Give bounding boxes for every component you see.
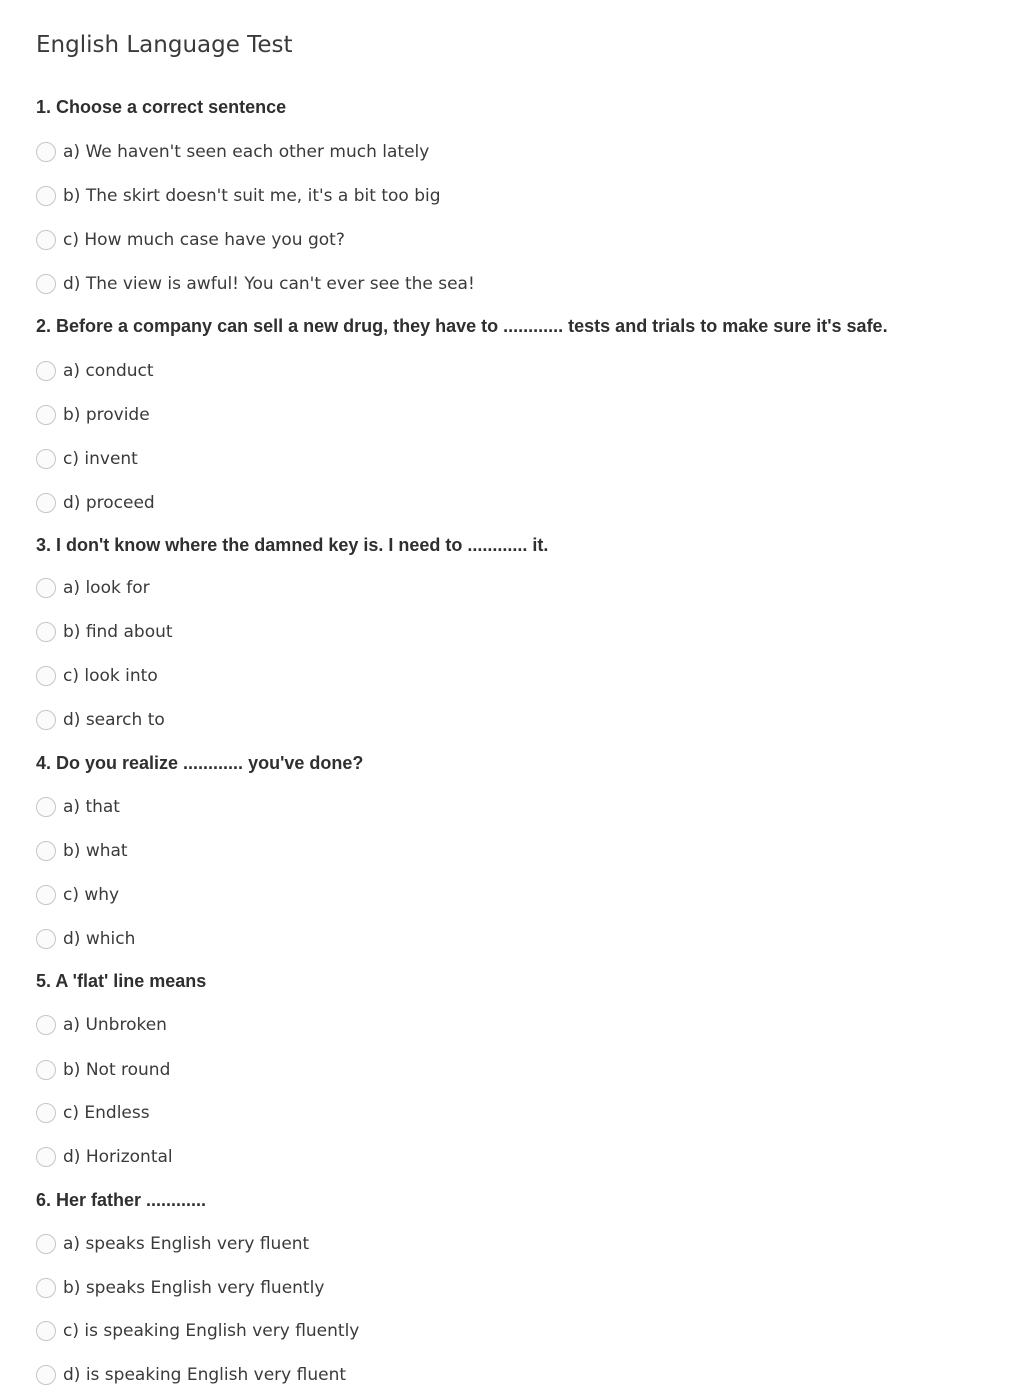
radio-button[interactable] — [36, 1278, 56, 1298]
page-title: English Language Test — [36, 32, 293, 58]
radio-button[interactable] — [36, 361, 56, 381]
radio-button[interactable] — [36, 797, 56, 817]
answer-option[interactable] — [36, 1231, 309, 1257]
radio-button[interactable] — [36, 1060, 56, 1080]
answer-option[interactable] — [36, 490, 155, 516]
answer-option[interactable] — [36, 1275, 324, 1301]
answer-option[interactable] — [36, 575, 150, 601]
answer-option[interactable] — [36, 402, 150, 428]
option-label: a) speaks English very fluent — [63, 1234, 310, 1254]
radio-button[interactable] — [36, 405, 56, 425]
answer-option[interactable] — [36, 926, 135, 952]
radio-button[interactable] — [36, 1321, 56, 1341]
option-label: c) why — [63, 885, 120, 905]
option-label: b) speaks English very fluently — [63, 1278, 325, 1298]
option-label: b) find about — [63, 622, 173, 642]
option-label: d) search to — [63, 710, 165, 730]
question-text: 4. Do you realize ............ you've done? — [36, 753, 364, 773]
option-label: d) proceed — [63, 493, 155, 513]
answer-option[interactable] — [36, 183, 441, 209]
option-label: b) The skirt doesn't suit me, it's a bit too big — [63, 186, 441, 206]
answer-option[interactable] — [36, 139, 429, 165]
option-label: c) is speaking English very fluently — [63, 1321, 360, 1341]
radio-button[interactable] — [36, 142, 56, 162]
option-label: a) We haven't seen each other much lately — [63, 142, 430, 162]
radio-button[interactable] — [36, 1147, 56, 1167]
answer-option[interactable] — [36, 1012, 167, 1038]
answer-option[interactable] — [36, 271, 475, 297]
answer-option[interactable] — [36, 794, 120, 820]
option-label: d) Horizontal — [63, 1147, 173, 1167]
answer-option[interactable] — [36, 1144, 173, 1170]
answer-option[interactable] — [36, 707, 165, 733]
option-label: a) conduct — [63, 361, 154, 381]
option-label: b) provide — [63, 405, 150, 425]
answer-option[interactable] — [36, 1100, 150, 1126]
radio-button[interactable] — [36, 493, 56, 513]
radio-button[interactable] — [36, 1234, 56, 1254]
question-text: 2. Before a company can sell a new drug, they have to ............ tests and trials to make sure it's safe. — [36, 316, 888, 336]
radio-button[interactable] — [36, 929, 56, 949]
option-label: a) look for — [63, 578, 150, 598]
answer-option[interactable] — [36, 1057, 170, 1083]
question-text: 3. I don't know where the damned key is. I need to ............ it. — [36, 535, 549, 555]
answer-option[interactable] — [36, 227, 345, 253]
radio-button[interactable] — [36, 230, 56, 250]
radio-button[interactable] — [36, 1365, 56, 1385]
answer-option[interactable] — [36, 358, 154, 384]
answer-option[interactable] — [36, 663, 158, 689]
option-label: d) is speaking English very fluent — [63, 1365, 347, 1385]
option-label: a) that — [63, 797, 120, 817]
answer-option[interactable] — [36, 1318, 359, 1344]
radio-button[interactable] — [36, 186, 56, 206]
radio-button[interactable] — [36, 841, 56, 861]
question-text: 1. Choose a correct sentence — [36, 97, 287, 117]
radio-button[interactable] — [36, 1103, 56, 1123]
radio-button[interactable] — [36, 710, 56, 730]
answer-option[interactable] — [36, 838, 128, 864]
radio-button[interactable] — [36, 578, 56, 598]
answer-option[interactable] — [36, 619, 173, 645]
option-label: b) what — [63, 841, 128, 861]
option-label: c) Endless — [63, 1103, 150, 1123]
option-label: c) look into — [63, 666, 158, 686]
option-label: d) The view is awful! You can't ever see the sea! — [63, 274, 475, 294]
radio-button[interactable] — [36, 1015, 56, 1035]
radio-button[interactable] — [36, 666, 56, 686]
question-text: 5. A 'flat' line means — [36, 971, 207, 991]
option-label: c) How much case have you got? — [63, 230, 345, 250]
option-label: c) invent — [63, 449, 138, 469]
answer-option[interactable] — [36, 882, 119, 908]
radio-button[interactable] — [36, 449, 56, 469]
option-label: b) Not round — [63, 1060, 171, 1080]
option-label: d) which — [63, 929, 136, 949]
option-label: a) Unbroken — [63, 1015, 167, 1035]
radio-button[interactable] — [36, 622, 56, 642]
question-text: 6. Her father ............ — [36, 1190, 207, 1210]
radio-button[interactable] — [36, 274, 56, 294]
radio-button[interactable] — [36, 885, 56, 905]
answer-option[interactable] — [36, 446, 138, 472]
answer-option[interactable] — [36, 1362, 346, 1386]
